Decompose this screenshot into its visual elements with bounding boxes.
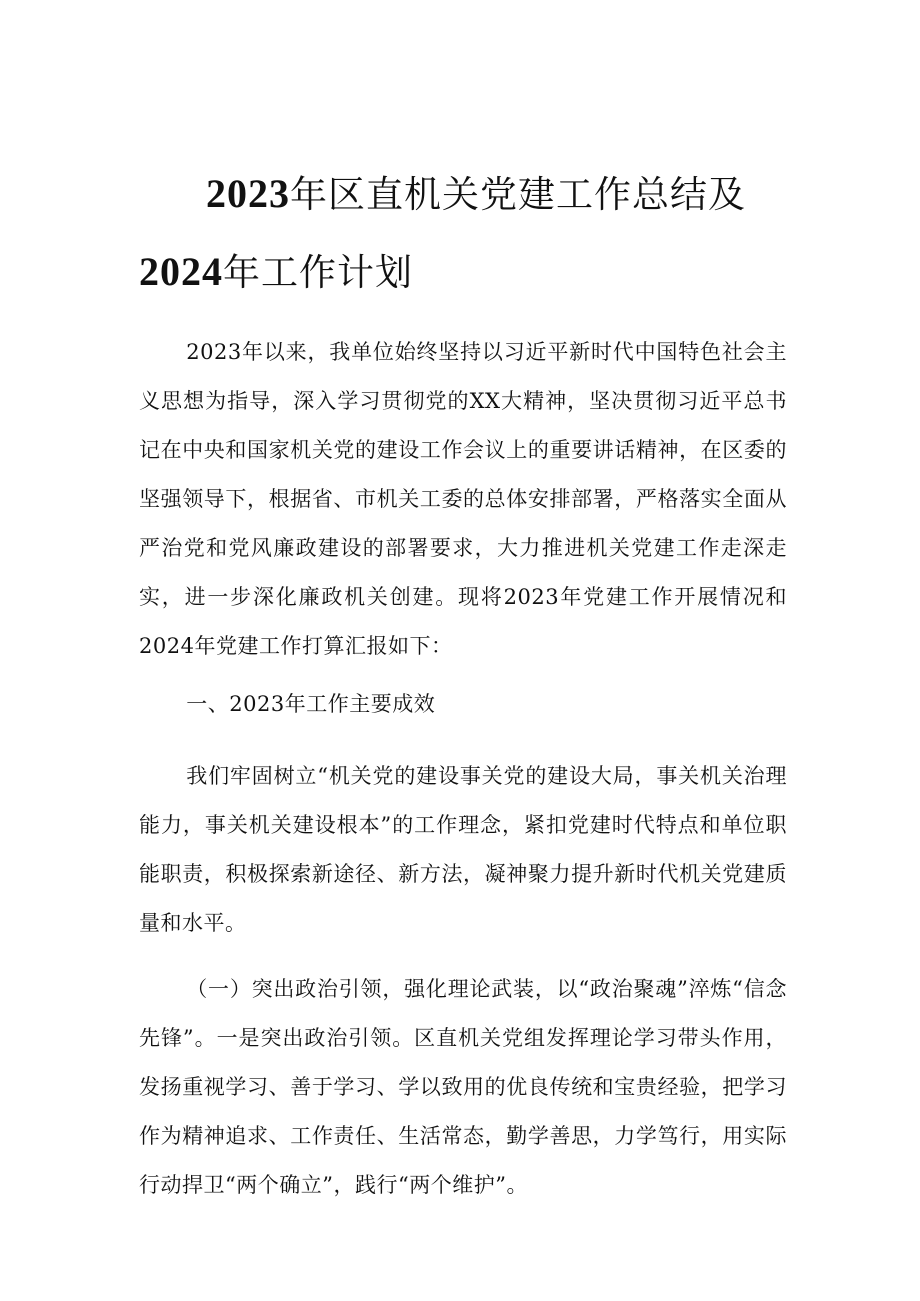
achievement-paragraph: 我们牢固树立“机关党的建设事关党的建设大局，事关机关治理能力，事关机关建设根本”的工作理念，紧扣党建时代特点和单位职能职责，积极探索新途径、新方法，凝神聚力提升新时代机关党建质量和水平。 xyxy=(139,764,787,935)
title-text-1: 年区直机关党建工作总结及 xyxy=(290,173,746,216)
title-year-2024: 2024 xyxy=(139,249,223,294)
section-1-paragraph: （一）突出政治引领，强化理论武装，以“政治聚魂”淬炼“信念先锋”。一是突出政治引领。区直机关党组发挥理论学习带头作用，发扬重视学习、善于学习、学以致用的优良传统和宝贵经验，把学习作为精神追求、工作责任、生活常态，勤学善思，力学笃行，用实际行动捍卫“两个确立”，践行“两个维护”。 xyxy=(139,977,787,1197)
title-text-2: 年工作计划 xyxy=(223,251,413,294)
intro-paragraph: 2023年以来，我单位始终坚持以习近平新时代中国特色社会主义思想为指导，深入学习贯彻党的XX大精神，坚决贯彻习近平总书记在中央和国家机关党的建设工作会议上的重要讲话精神，在区委的坚强领导下，根据省、市机关工委的总体安排部署，严格落实全面从严治党和党风廉政建设的部署要求，大力推进机关党建工作走深走实，进一步深化廉政机关创建。现将2023年党建工作开展情况和2024年党建工作打算汇报如下： xyxy=(139,340,787,658)
title-year-2023: 2023 xyxy=(206,171,290,216)
document-title-line-1 xyxy=(206,172,746,217)
section-heading-achievements: 一、2023年工作主要成效 xyxy=(186,692,436,716)
document-title-line-2 xyxy=(139,250,413,295)
